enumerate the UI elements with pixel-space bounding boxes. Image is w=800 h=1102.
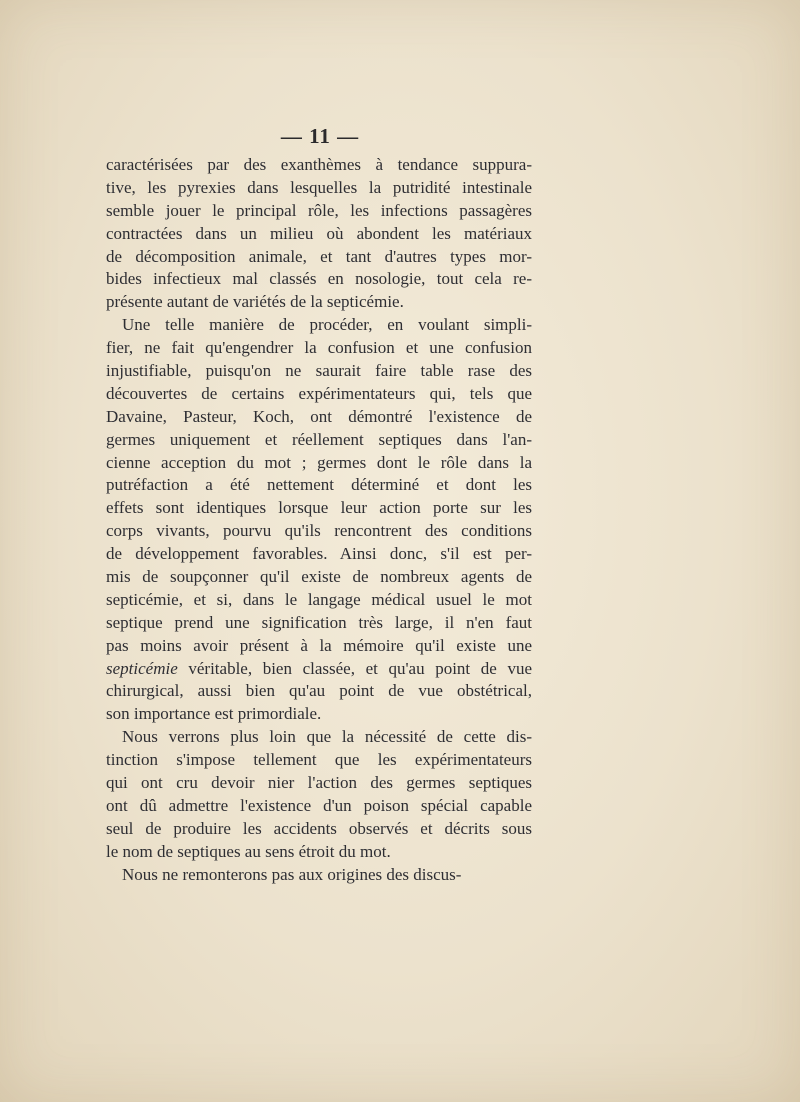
text-line: putréfaction a été nettement déterminé et dont les xyxy=(106,475,532,495)
text-line: tive, les pyrexies dans lesquelles la putridité intestinale xyxy=(106,177,532,197)
text-line: effets sont identiques lorsque leur action porte sur les xyxy=(106,498,532,518)
text-line: ont dû admettre l'existence d'un poison spécial capable xyxy=(106,795,532,815)
italic-term: septicémie xyxy=(106,658,178,678)
paragraph xyxy=(106,726,532,863)
text-line: fier, ne fait qu'engendrer la confusion et une confusion xyxy=(106,338,532,358)
paragraph xyxy=(106,864,532,887)
text-line: injustifiable, puisqu'on ne saurait faire table rase des xyxy=(106,361,532,381)
text-line: caractérisées par des exanthèmes à tendance suppura- xyxy=(106,155,532,174)
text-line: Nous ne remonterons pas aux origines des discus- xyxy=(122,864,462,884)
body-text xyxy=(106,154,532,887)
text-run: véritable, bien classée, et qu'au point de vue xyxy=(177,658,532,678)
page-number: — 11 — xyxy=(280,124,360,148)
text-line: le nom de septiques au sens étroit du mot. xyxy=(106,841,391,861)
text-line: qui ont cru devoir nier l'action des germes septiques xyxy=(106,773,532,793)
text-line: septique prend une signification très large, il n'en faut xyxy=(106,612,532,632)
text-line: pas moins avoir présent à la mémoire qu'il existe une xyxy=(106,635,532,655)
text-line: de décomposition animale, et tant d'autres types mor- xyxy=(106,246,532,266)
text-line: corps vivants, pourvu qu'ils rencontrent des conditions xyxy=(106,521,532,541)
text-line: Une telle manière de procéder, en voulant simpli- xyxy=(122,315,532,335)
paragraph xyxy=(106,314,532,726)
text-line: bides infectieux mal classés en nosologie, tout cela re- xyxy=(106,269,532,289)
paragraph xyxy=(106,154,532,314)
text-line: de développement favorables. Ainsi donc, s'il est per- xyxy=(106,544,532,564)
text-line: Nous verrons plus loin que la nécessité de cette dis- xyxy=(122,727,532,747)
text-line xyxy=(106,658,532,681)
text-line: semble jouer le principal rôle, les infections passagères xyxy=(106,200,532,220)
text-line: chirurgical, aussi bien qu'au point de vue obstétrical, xyxy=(106,681,532,701)
text-line: découvertes de certains expérimentateurs qui, tels que xyxy=(106,383,532,403)
text-line: septicémie, et si, dans le langage médical usuel le mot xyxy=(106,589,532,609)
text-line: germes uniquement et réellement septiques dans l'an- xyxy=(106,429,532,449)
text-line: tinction s'impose tellement que les expérimentateurs xyxy=(106,750,532,770)
text-line: son importance est primordiale. xyxy=(106,704,322,724)
text-line: mis de soupçonner qu'il existe de nombreux agents de xyxy=(106,567,532,587)
text-line: présente autant de variétés de la septicémie. xyxy=(106,292,404,312)
text-line: Davaine, Pasteur, Koch, ont démontré l'existence de xyxy=(106,406,532,426)
text-line: seul de produire les accidents observés et décrits sous xyxy=(106,818,532,838)
text-line: contractées dans un milieu où abondent les matériaux xyxy=(106,223,532,243)
text-line: cienne acception du mot ; germes dont le rôle dans la xyxy=(106,452,532,472)
